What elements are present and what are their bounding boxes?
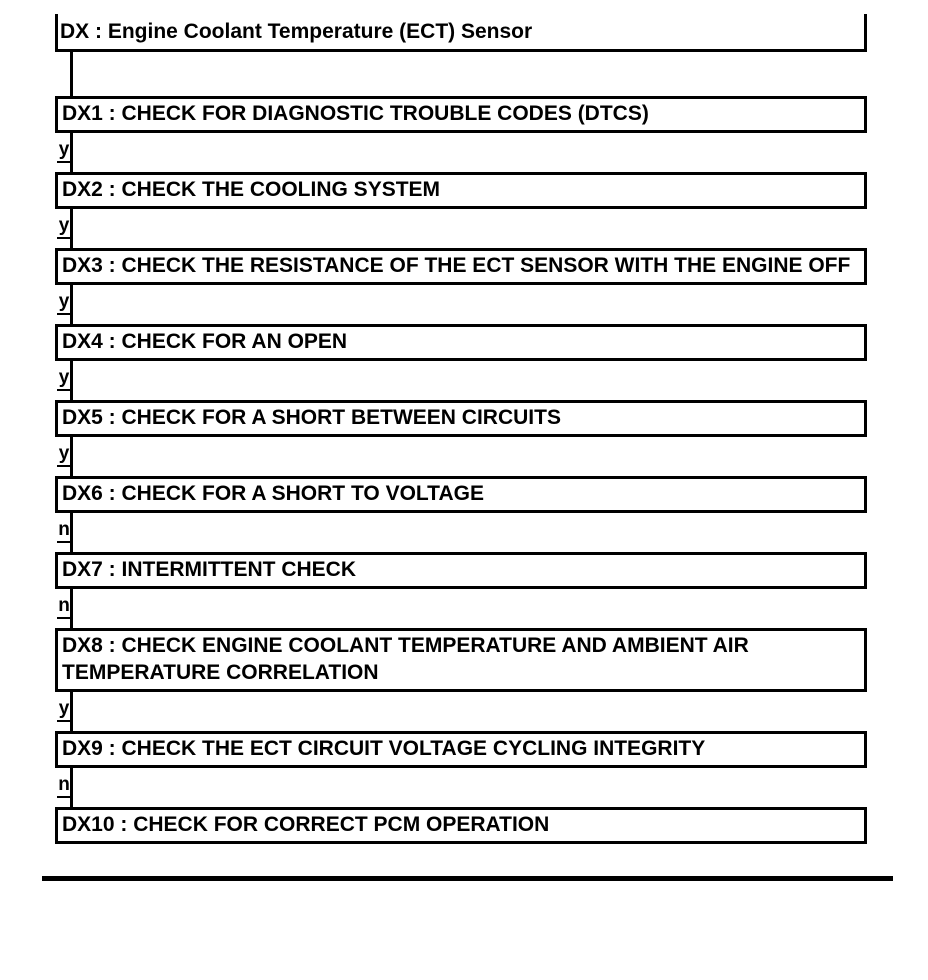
branch-label: n bbox=[57, 775, 71, 798]
bottom-divider bbox=[42, 876, 893, 881]
step-label: DX9 : CHECK THE ECT CIRCUIT VOLTAGE CYCLING INTEGRITY bbox=[62, 737, 706, 760]
connector-line bbox=[70, 767, 73, 808]
diagnostic-flowchart bbox=[55, 14, 867, 881]
step-box-dx3 bbox=[55, 248, 867, 285]
connector-line bbox=[70, 512, 73, 553]
connector bbox=[55, 437, 867, 476]
branch-label: y bbox=[57, 368, 71, 391]
flowchart-title-box bbox=[55, 14, 867, 52]
step-box-dx7 bbox=[55, 552, 867, 589]
connector bbox=[55, 513, 867, 552]
connector-line bbox=[70, 436, 73, 477]
step-label: DX8 : CHECK ENGINE COOLANT TEMPERATURE AND AMBIENT AIR TEMPERATURE CORRELATION bbox=[62, 634, 749, 684]
step-box-dx5 bbox=[55, 400, 867, 437]
flowchart-title: DX : Engine Coolant Temperature (ECT) Sensor bbox=[60, 20, 533, 43]
connector bbox=[55, 133, 867, 172]
step-box-dx2 bbox=[55, 172, 867, 209]
step-box-dx1 bbox=[55, 96, 867, 133]
connector-line bbox=[70, 588, 73, 629]
branch-label: y bbox=[57, 140, 71, 163]
step-box-dx9 bbox=[55, 731, 867, 768]
step-label: DX3 : CHECK THE RESISTANCE OF THE ECT SENSOR WITH THE ENGINE OFF bbox=[62, 254, 851, 277]
connector-line bbox=[70, 284, 73, 325]
connector bbox=[55, 209, 867, 248]
branch-label: n bbox=[57, 520, 71, 543]
connector-line bbox=[70, 691, 73, 732]
branch-label: y bbox=[57, 444, 71, 467]
connector-line bbox=[70, 208, 73, 249]
step-box-dx6 bbox=[55, 476, 867, 513]
branch-label: y bbox=[57, 216, 71, 239]
connector-line bbox=[70, 51, 73, 97]
step-label: DX4 : CHECK FOR AN OPEN bbox=[62, 330, 348, 353]
step-box-dx4 bbox=[55, 324, 867, 361]
connector bbox=[55, 285, 867, 324]
connector bbox=[55, 692, 867, 731]
step-label: DX5 : CHECK FOR A SHORT BETWEEN CIRCUITS bbox=[62, 406, 561, 429]
connector-line bbox=[70, 132, 73, 173]
step-label: DX7 : INTERMITTENT CHECK bbox=[62, 558, 356, 581]
connector bbox=[55, 361, 867, 400]
connector bbox=[55, 52, 867, 96]
step-box-dx8 bbox=[55, 628, 867, 692]
step-box-dx10 bbox=[55, 807, 867, 844]
branch-label: y bbox=[57, 699, 71, 722]
step-label: DX2 : CHECK THE COOLING SYSTEM bbox=[62, 178, 441, 201]
step-label: DX10 : CHECK FOR CORRECT PCM OPERATION bbox=[62, 813, 550, 836]
step-label: DX6 : CHECK FOR A SHORT TO VOLTAGE bbox=[62, 482, 484, 505]
connector bbox=[55, 589, 867, 628]
branch-label: n bbox=[57, 596, 71, 619]
connector bbox=[55, 768, 867, 807]
connector-line bbox=[70, 360, 73, 401]
branch-label: y bbox=[57, 292, 71, 315]
step-label: DX1 : CHECK FOR DIAGNOSTIC TROUBLE CODES (DTCS) bbox=[62, 102, 649, 125]
